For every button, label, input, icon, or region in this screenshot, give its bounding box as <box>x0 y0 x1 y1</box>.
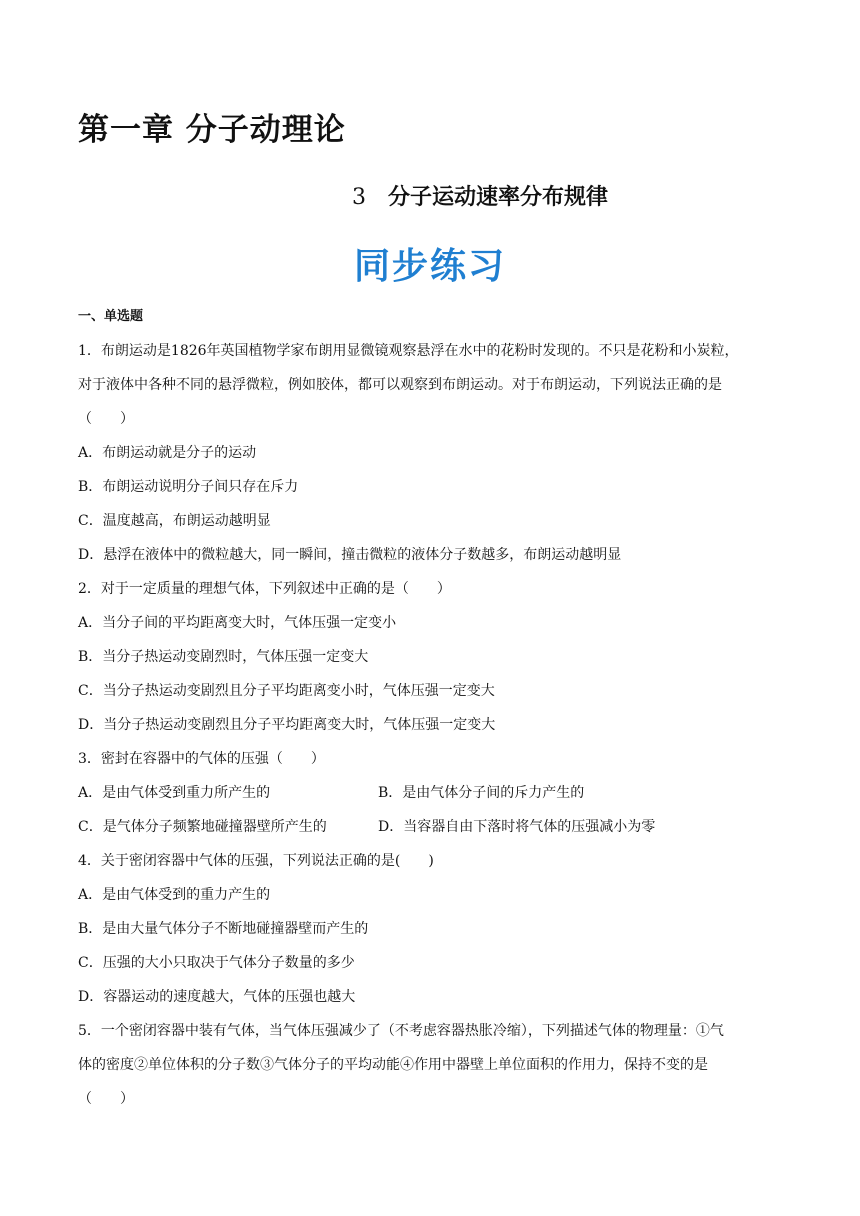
q4-option-b: B．是由大量气体分子不断地碰撞器壁而产生的 <box>78 921 369 937</box>
q2-option-a: A．当分子间的平均距离变大时，气体压强一定变小 <box>78 615 397 631</box>
q5-stem-line1: 5．一个密闭容器中装有气体，当气体压强减少了（不考虑容器热胀冷缩），下列描述气体的物理量：①气 <box>78 1023 724 1039</box>
q1-option-c: C．温度越高，布朗运动越明显 <box>78 513 271 529</box>
section-heading: 一、单选题 <box>78 309 144 324</box>
q1-stem-line3: （ ） <box>78 411 134 427</box>
q5-stem-line3: （ ） <box>78 1091 134 1107</box>
q2-option-c: C．当分子热运动变剧烈且分子平均距离变小时，气体压强一定变大 <box>78 683 495 699</box>
q1-option-d: D．悬浮在液体中的微粒越大，同一瞬间，撞击微粒的液体分子数越多，布朗运动越明显 <box>78 547 622 563</box>
q3-stem: 3．密封在容器中的气体的压强（ ） <box>78 751 325 767</box>
lesson-name: 分子运动速率分布规律 <box>387 185 608 210</box>
q2-option-b: B．当分子热运动变剧烈时，气体压强一定变大 <box>78 649 369 665</box>
q2-stem: 2．对于一定质量的理想气体，下列叙述中正确的是（ ） <box>78 581 451 597</box>
q4-option-a: A．是由气体受到的重力产生的 <box>78 887 271 903</box>
q4-option-c: C．压强的大小只取决于气体分子数量的多少 <box>78 955 355 971</box>
q3-option-a: A．是由气体受到重力所产生的 <box>78 785 271 801</box>
lesson-title <box>0 180 860 211</box>
lesson-number: 3 <box>351 185 366 210</box>
q3-option-b: B．是由气体分子间的斥力产生的 <box>378 785 585 801</box>
q2-option-d: D．当分子热运动变剧烈且分子平均距离变大时，气体压强一定变大 <box>78 717 496 733</box>
practice-title: 同步练习 <box>353 246 506 287</box>
q3-options-row1 <box>78 776 784 810</box>
question-list <box>78 334 784 1116</box>
q4-stem: 4．关于密闭容器中气体的压强，下列说法正确的是( ) <box>78 853 434 869</box>
q3-options-row2 <box>78 810 784 844</box>
q1-stem-line1: 1．布朗运动是1826年英国植物学家布朗用显微镜观察悬浮在水中的花粉时发现的。不只是花粉和小炭粒， <box>78 343 739 359</box>
q5-stem-line2: 体的密度②单位体积的分子数③气体分子的平均动能④作用中器壁上单位面积的作用力，保持不变的是 <box>78 1057 708 1073</box>
q1-option-b: B．布朗运动说明分子间只存在斥力 <box>78 479 299 495</box>
q1-option-a: A．布朗运动就是分子的运动 <box>78 445 257 461</box>
q1-stem-line2: 对于液体中各种不同的悬浮微粒，例如胶体，都可以观察到布朗运动。对于布朗运动，下列说法正确的是 <box>78 377 722 393</box>
chapter-title: 第一章 分子动理论 <box>78 112 346 148</box>
q3-option-d: D．当容器自由下落时将气体的压强减小为零 <box>378 819 656 835</box>
q4-option-d: D．容器运动的速度越大，气体的压强也越大 <box>78 989 356 1005</box>
q3-option-c: C．是气体分子频繁地碰撞器壁所产生的 <box>78 819 327 835</box>
